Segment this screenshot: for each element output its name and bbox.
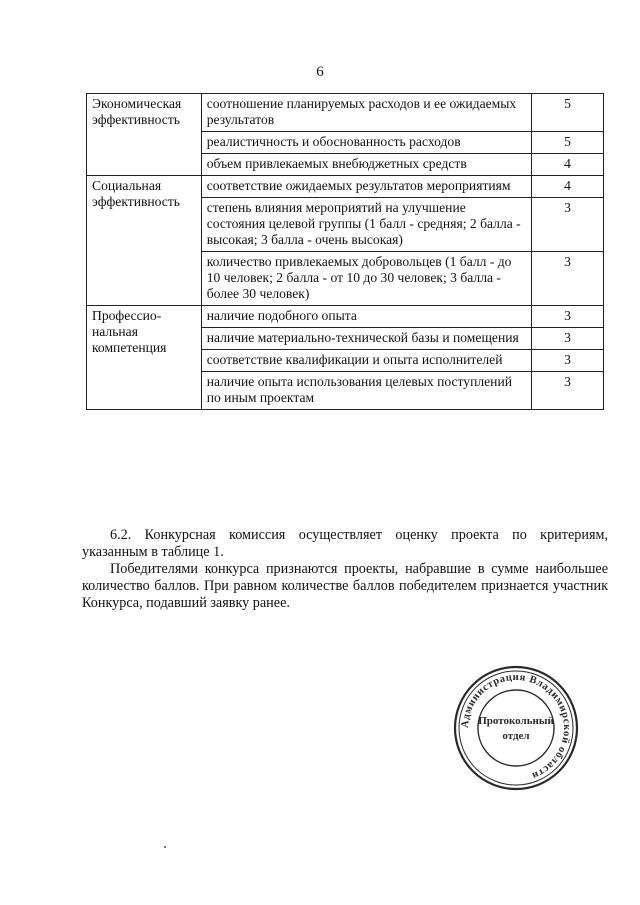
criterion-text: наличие подобного опыта (201, 306, 531, 328)
criterion-text: наличие опыта использования целевых поступлений по иным проектам (201, 372, 531, 410)
table-row (87, 176, 604, 198)
paragraph: Победителями конкурса признаются проекты, набравшие в сумме наибольшее количество баллов. При равном количестве баллов победителем признается участник Конкурса, подавший заявку ранее. (82, 561, 608, 611)
criterion-score: 3 (532, 372, 604, 410)
scan-speck (164, 846, 166, 848)
criterion-text: количество привлекаемых добровольцев (1 балл - до 10 человек; 2 балла - от 10 до 30 человек; 3 балла - более 30 человек) (201, 252, 531, 306)
criterion-text: наличие материально-технической базы и помещения (201, 328, 531, 350)
stamp-ring-text: Администрация Владимирской области (459, 671, 573, 782)
criterion-text: объем привлекаемых внебюджетных средств (201, 154, 531, 176)
criterion-score: 4 (532, 154, 604, 176)
criteria-group-name: Социальная эффективность (87, 176, 202, 306)
criterion-score: 3 (532, 328, 604, 350)
criterion-score: 4 (532, 176, 604, 198)
body-text (82, 527, 608, 612)
stamp-center-line2: отдел (502, 730, 530, 742)
criterion-text: степень влияния мероприятий на улучшение состояния целевой группы (1 балл - средняя; 2 балла - высокая; 3 балла - очень высокая) (201, 198, 531, 252)
table-row (87, 306, 604, 328)
criterion-text: реалистичность и обоснованность расходов (201, 132, 531, 154)
table-row (87, 94, 604, 132)
criterion-score: 3 (532, 306, 604, 328)
page-number: 6 (316, 64, 324, 80)
paragraph: 6.2. Конкурсная комиссия осуществляет оценку проекта по критериям, указанным в таблице 1. (82, 527, 608, 560)
criterion-score: 5 (532, 132, 604, 154)
criterion-text: соответствие ожидаемых результатов мероприятиям (201, 176, 531, 198)
criterion-text: соотношение планируемых расходов и ее ожидаемых результатов (201, 94, 531, 132)
criterion-score: 3 (532, 198, 604, 252)
criterion-score: 3 (532, 350, 604, 372)
criteria-group-name: Экономическая эффективность (87, 94, 202, 176)
criterion-text: соответствие квалификации и опыта исполнителей (201, 350, 531, 372)
criteria-table (86, 93, 604, 410)
criterion-score: 5 (532, 94, 604, 132)
stamp-center-line1: Протокольный (478, 715, 554, 727)
criteria-group-name: Профессио-нальная компетенция (87, 306, 202, 410)
criterion-score: 3 (532, 252, 604, 306)
official-stamp (452, 664, 580, 792)
